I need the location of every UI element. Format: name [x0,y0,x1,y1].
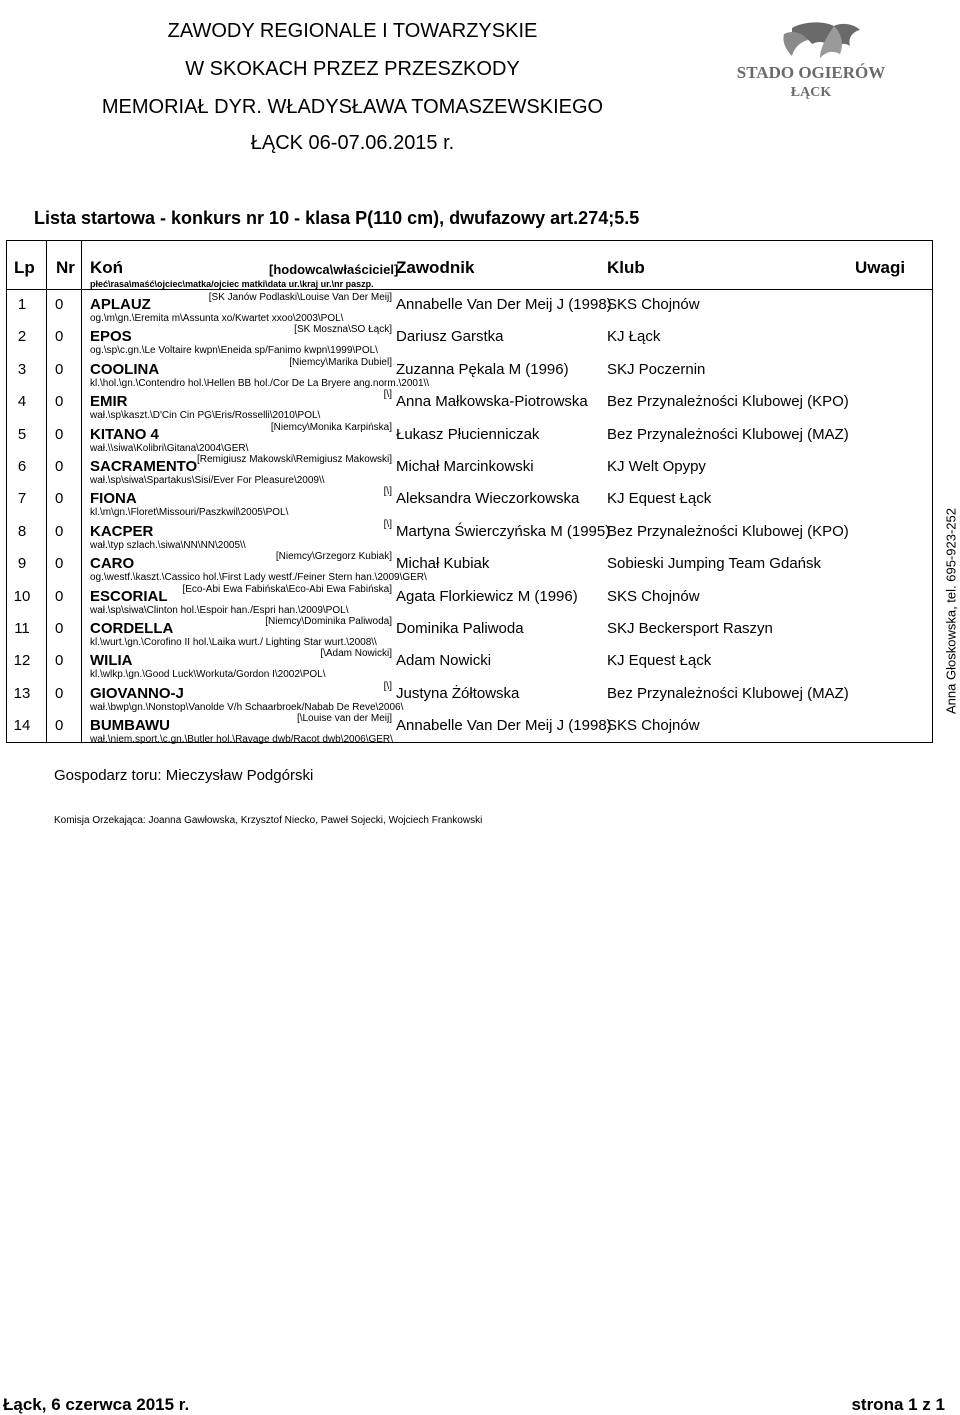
entry-nr: 0 [55,652,64,670]
entry-breeder-owner: [SK Moszna\SO Łąck] [294,324,392,336]
entry-horse-name: GIOVANNO-J [90,684,184,702]
entry-pedigree: wał.\bwp\gn.\Nonstop\Vanolde V/h Schaarbroek/Nabab De Reve\2006\ [90,701,404,713]
table-row [0,616,940,653]
entry-nr: 0 [55,684,64,702]
entry-club: KJ Equest Łąck [607,652,712,670]
entry-club: Sobieski Jumping Team Gdańsk [607,555,821,573]
table-row [0,389,940,426]
entry-breeder-owner: [\Louise van der Meij] [296,713,392,725]
entry-horse-name: APLAUZ [90,296,151,313]
entry-pedigree: wał.\niem.sport.\c.gn.\Butler hol.\Ravage dwb/Racot dwb\2006\GER\ [90,734,393,746]
jury-list: Komisja Orzekająca: Joanna Gawłowska, Krzysztof Niecko, Paweł Sojecki, Wojciech Frankowski [54,815,483,826]
entry-club: KJ Welt Opypy [607,458,706,475]
entry-lp: 1 [17,296,27,313]
entry-lp: 8 [17,522,27,540]
entry-lp: 3 [17,360,27,378]
entry-horse-name: FIONA [90,490,137,508]
entry-pedigree: wał.\sp\siwa\Spartakus\Sisi/Ever For Pleasure\2009\\ [90,475,325,486]
secretary-contact-text: Anna Głoskowska, tel. 695-923-252 [943,508,959,714]
column-header-horse: Koń [90,258,124,277]
entry-rider: Annabelle Van Der Meij J (1998) [396,717,612,735]
entry-rider: Agata Florkiewicz M (1996) [396,587,578,605]
column-header-pedigree: płeć\rasa\maść\ojciec\matka/ojciec matki\data ur.\kraj ur.\nr paszp. [90,279,374,289]
entry-horse-name: BUMBAWU [90,717,170,735]
entry-horse-name: KITANO 4 [90,425,159,443]
entry-rider: Annabelle Van Der Meij J (1998) [396,296,612,313]
entry-rider: Michał Marcinkowski [396,458,534,475]
entry-rider: Martyna Świerczyńska M (1995) [396,522,611,540]
entry-breeder-owner: [\] [383,680,392,692]
table-row [0,292,940,329]
entry-lp: 6 [17,458,27,475]
entry-nr: 0 [55,522,64,540]
entry-horse-name: KACPER [90,522,154,540]
footer-page-number: strona 1 z 1 [851,1395,945,1414]
entry-pedigree: wał.\sp\siwa\Clinton hol.\Espoir han./Espri han.\2009\POL\ [90,604,349,616]
entry-pedigree: kl.\wurt.\gn.\Corofino II hol.\Laika wurt./ Lighting Star wurt.\2008\\ [90,637,377,648]
entry-club: Bez Przynależności Klubowej (KPO) [607,393,849,411]
column-header-notes: Uwagi [855,258,906,277]
column-header-owner: [hodowca\właściciel] [269,262,399,277]
entry-nr: 0 [55,490,64,508]
entry-lp: 14 [13,717,31,735]
entry-rider: Aleksandra Wieczorkowska [396,490,580,508]
entry-nr: 0 [55,296,64,313]
entry-breeder-owner: [\] [383,486,392,498]
entry-horse-name: WILIA [90,652,133,670]
logo-text-2: ŁĄCK [790,85,832,100]
entry-breeder-owner: [SK Janów Podlaski\Louise Van Der Meij] [208,292,392,303]
event-title-line-2: W SKOKACH PRZEZ PRZESZKODY [185,58,520,80]
event-date-place: ŁĄCK 06-07.06.2015 r. [250,132,455,154]
entry-breeder-owner: [\] [383,389,392,401]
table-row [0,454,940,491]
entry-horse-name: EPOS [90,328,132,346]
table-row [0,421,940,459]
entry-club: SKS Chojnów [607,717,700,735]
entry-pedigree: og.\westf.\kaszt.\Cassico hol.\First Lady westf./Feiner Stern han.\2009\GER\ [90,572,427,584]
table-row [0,551,940,588]
event-title-line-3: MEMORIAŁ DYR. WŁADYSŁAWA TOMASZEWSKIEGO [101,96,604,118]
table-row [0,356,940,394]
entry-horse-name: COOLINA [90,360,160,378]
table-row [0,486,940,523]
table-row [0,680,940,718]
table-row [0,518,940,556]
entry-club: Bez Przynależności Klubowej (KPO) [607,522,849,540]
entry-rider: Anna Małkowska-Piotrowska [396,393,588,411]
footer-place-date: Łąck, 6 czerwca 2015 r. [3,1395,190,1414]
course-designer: Gospodarz toru: Mieczysław Podgórski [54,767,314,784]
table-row [0,713,940,750]
entry-breeder-owner: [\Adam Nowicki] [320,648,392,660]
secretary-contact [936,500,960,722]
entry-pedigree: kl.\m\gn.\Floret\Missouri/Paszkwil\2005\POL\ [90,507,289,519]
entry-club: KJ Equest Łąck [607,490,712,508]
entry-lp: 9 [17,555,27,573]
entry-horse-name: CARO [90,555,135,573]
column-header-lp: Lp [14,258,35,277]
entry-club: SKS Chojnów [607,587,700,605]
header-separator [6,289,933,290]
table-row [0,648,940,685]
entry-horse-name: SACRAMENTO [90,458,198,475]
entry-breeder-owner: [Eco-Abi Ewa Fabińska\Eco-Abi Ewa Fabińska] [182,583,392,595]
entry-lp: 13 [13,684,31,702]
entry-lp: 12 [13,652,31,670]
entry-rider: Michał Kubiak [396,555,490,573]
entry-pedigree: wał.\\siwa\Kolibri\Gitana\2004\GER\ [90,442,249,454]
entry-pedigree: og.\sp\c.gn.\Le Voltaire kwpn\Eneida sp/Fanimo kwpn\1999\POL\ [90,345,378,357]
column-header-rider: Zawodnik [396,258,475,277]
table-row [0,324,940,361]
entry-pedigree: kl.\wlkp.\gn.\Good Luck\Workuta/Gordon I\2002\POL\ [90,669,326,681]
entry-lp: 7 [17,490,27,508]
entry-lp: 11 [14,620,30,637]
entry-rider: Łukasz Płucienniczak [396,425,540,443]
entry-nr: 0 [55,360,64,378]
entry-club: KJ Łąck [607,328,661,346]
entry-nr: 0 [55,425,64,443]
entry-pedigree: kl.\hol.\gn.\Contendro hol.\Hellen BB hol./Cor De La Bryere ang.norm.\2001\\ [90,377,430,389]
entry-club: SKJ Beckersport Raszyn [607,620,773,637]
entry-breeder-owner: [Remigiusz Makowski\Remigiusz Makowski] [196,454,392,465]
entry-pedigree: og.\m\gn.\Eremita m\Assunta xo/Kwartet xxoo\2003\POL\ [90,313,344,324]
entry-breeder-owner: [Niemcy\Grzegorz Kubiak] [275,551,392,563]
entry-rider: Adam Nowicki [396,652,492,670]
entry-rider: Justyna Żółtowska [396,684,520,702]
entry-horse-name: CORDELLA [90,620,174,637]
entry-nr: 0 [55,393,64,411]
entry-pedigree: wał.\typ szlach.\siwa\NN\NN\2005\\ [90,539,246,551]
entry-club: Bez Przynależności Klubowej (MAZ) [607,684,849,702]
table-row [0,583,940,621]
stado-ogierow-logo [722,20,900,102]
entry-rider: Dariusz Garstka [396,328,504,346]
logo-text-1: STADO OGIERÓW [736,63,886,82]
entry-lp: 2 [17,328,27,346]
entry-breeder-owner: [Niemcy\Marika Dubiel] [289,356,392,368]
entry-nr: 0 [55,717,64,735]
entry-rider: Dominika Paliwoda [396,620,524,637]
entry-horse-name: ESCORIAL [90,587,168,605]
entry-horse-name: EMIR [90,393,128,411]
entry-breeder-owner: [\] [383,518,392,530]
entry-club: SKS Chojnów [607,296,700,313]
column-header-nr: Nr [56,258,75,277]
entry-breeder-owner: [Niemcy\Monika Karpińska] [270,421,392,433]
entry-nr: 0 [55,555,64,573]
entry-nr: 0 [55,458,64,475]
entry-nr: 0 [55,328,64,346]
entry-club: SKJ Poczernin [607,360,706,378]
entry-breeder-owner: [Niemcy\Dominika Paliwoda] [265,616,392,627]
entry-lp: 5 [17,425,27,443]
competition-subtitle: Lista startowa - konkurs nr 10 - klasa P(110 cm), dwufazowy art.274;5.5 [34,208,640,228]
entry-pedigree: wał.\sp\kaszt.\D'Cin Cin PG\Eris/Rosselli\2010\POL\ [90,410,321,422]
entry-lp: 4 [17,393,27,411]
entry-club: Bez Przynależności Klubowej (MAZ) [607,425,849,443]
entry-nr: 0 [55,620,64,637]
entry-rider: Zuzanna Pękala M (1996) [396,360,569,378]
column-header-club: Klub [607,258,645,277]
entry-nr: 0 [55,587,64,605]
event-title-line-1: ZAWODY REGIONALE I TOWARZYSKIE [167,20,538,42]
entry-lp: 10 [13,587,31,605]
